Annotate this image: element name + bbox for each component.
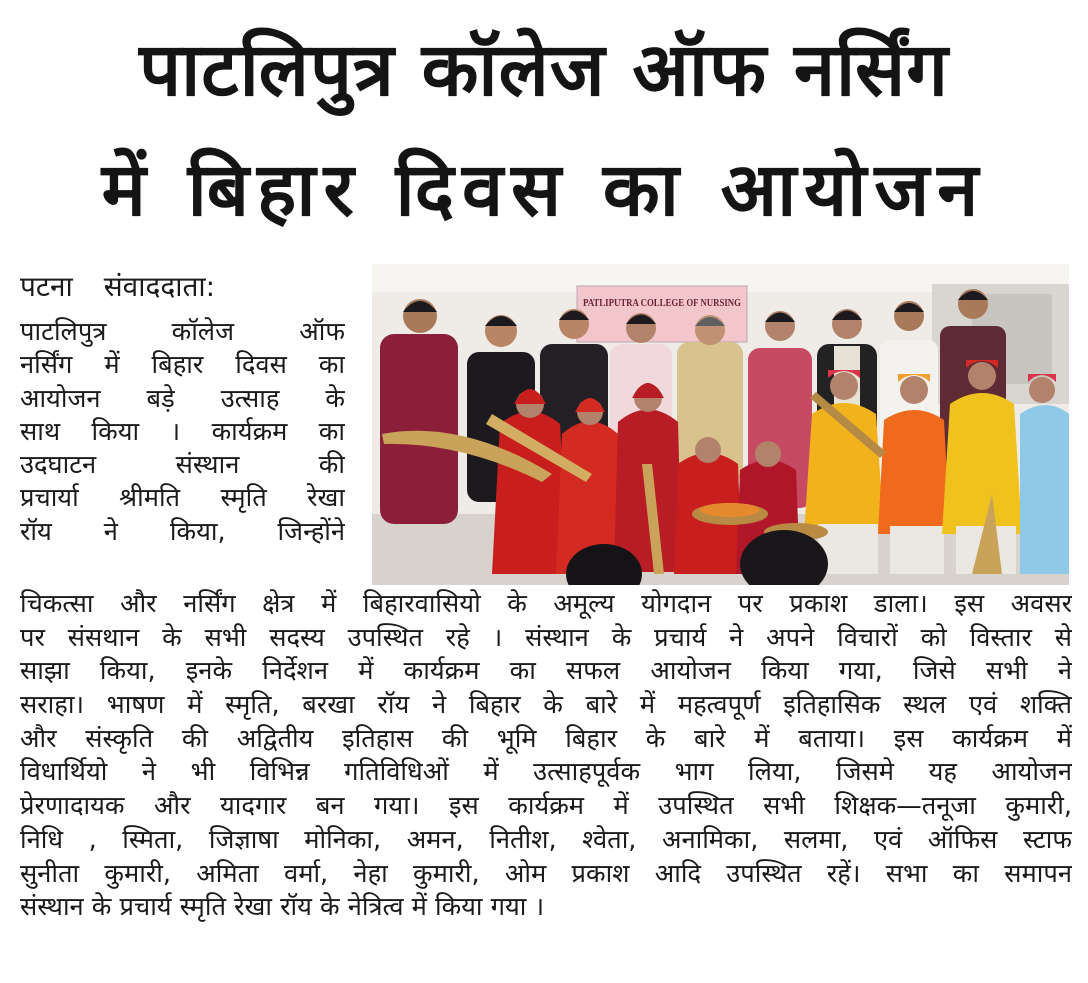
body-line: सुनीता कुमारी, अमिता वर्मा, नेहा कुमारी, ओम प्रकाश आदि उपस्थित रहें। सभा का समापन — [20, 858, 1072, 889]
article-body — [20, 588, 1072, 925]
group-photo-illustration — [372, 264, 1069, 585]
event-group-photo — [372, 264, 1069, 585]
lead-line: उदघाटन संस्थान की — [20, 450, 345, 481]
dateline: पटना संवाददाता: — [20, 270, 216, 303]
lead-line: पाटलिपुत्र कॉलेज ऑफ — [20, 317, 345, 347]
body-line: साझा किया, इनके निर्देशन में कार्यक्रम का सफल आयोजन किया गया, जिसे सभी ने — [20, 656, 1072, 687]
lead-paragraph — [20, 316, 345, 549]
lead-line: आयोजन बड़े उत्साह के — [20, 383, 345, 414]
body-line: सराहा। भाषण में स्मृति, बरखा रॉय ने बिहार के बारे में महत्वपूर्ण इतिहासिक स्थल एवं शक्ति — [20, 690, 1072, 721]
headline-line-2: में बिहार दिवस का आयोजन — [101, 147, 987, 233]
body-line: और संस्कृति की अद्वितीय इतिहास की भूमि बिहार के बारे में बताया। इस कार्यक्रम में — [20, 723, 1072, 754]
lead-line: साथ किया । कार्यक्रम का — [20, 416, 345, 447]
body-line: संस्थान के प्रचार्य स्मृति रेखा रॉय के नेत्रित्व में किया गया । — [20, 892, 545, 923]
lead-line: प्रचार्या श्रीमति स्मृति रेखा — [20, 483, 345, 514]
body-line: विधार्थियो ने भी विभिन्न गतिविधिओं में उत्साहपूर्वक भाग लिया, जिसमे यह आयोजन — [20, 757, 1072, 788]
banner-text: PATLIPUTRA COLLEGE OF NURSING — [583, 298, 742, 309]
headline-line-1: पाटलिपुत्र कॉलेज ऑफ नर्सिंग — [139, 27, 949, 113]
body-line: निधि , स्मिता, जिज्ञाषा मोनिका, अमन, नितीश, श्वेता, अनामिका, सलमा, एवं ऑफिस स्टाफ — [20, 824, 1072, 855]
lead-line: रॉय ने किया, जिन्होंने — [20, 516, 345, 547]
body-line: पर संसथान के सभी सदस्य उपस्थित रहे । संस्थान के प्रचार्य ने अपने विचारों को विस्तार से — [20, 622, 1072, 653]
lead-line: नर्सिंग में बिहार दिवस का — [20, 350, 345, 381]
body-line: प्रेरणादायक और यादगार बन गया। इस कार्यक्रम में उपस्थित सभी शिक्षक—तनूजा कुमारी, — [20, 791, 1072, 822]
body-line: चिकत्सा और नर्सिंग क्षेत्र में बिहारवासियो के अमूल्य योगदान पर प्रकाश डाला। इस अवसर — [20, 589, 1072, 619]
